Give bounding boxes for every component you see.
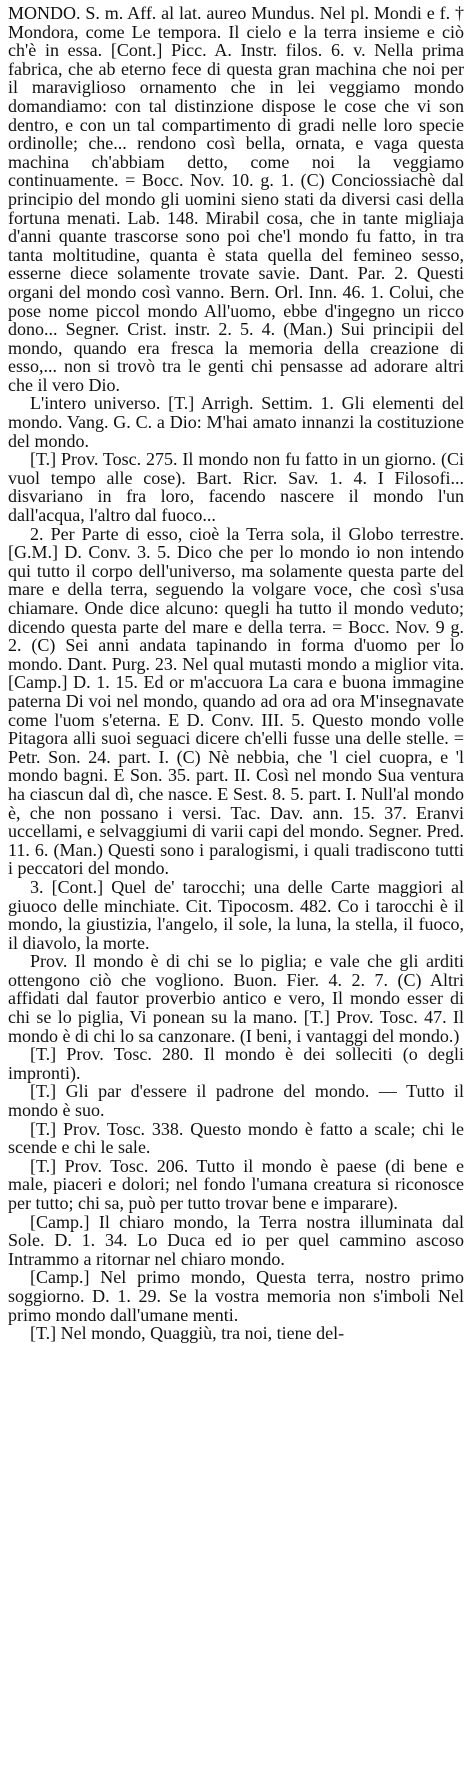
entry-paragraph-sense-2: 2. Per Parte di esso, cioè la Terra sola, il Globo terrestre. [G.M.] D. Conv. 3. 5. Dico che per lo mondo io non intendo qui tutto il corpo dell'universo, ma solamente questa parte del mare e della terra, seguendo la volgare voce, che così s'usa chiamare. Onde dice alcuno: quegli ha tutto il mondo veduto; dicendo questa parte del mare e della terra. = Bocc. Nov. 9 g. 2. (C) Sei anni andata tapinando in forma d'uomo per lo mondo. Dant. Purg. 23. Nel qual mutasti mondo a miglior vita. [Camp.] D. 1. 15. Ed or m'accuora La cara e buona immagine paterna Di voi nel mondo, quando ad ora ad ora M'insegnavate come l'uom s'eterna. E D. Conv. III. 5. Questo mondo volle Pitagora alli suoi seguaci dicere ch'elli fusse una delle stelle. = Petr. Son. 24. part. I. (C) Nè nebbia, che 'l ciel cuopra, e 'l mondo bagni. E Son. 35. part. II. Così nel mondo Sua ventura ha ciascun dal dì, che nasce. E Sest. 8. 5. part. I. Null'al mondo è, che non possano i versi. Tac. Dav. ann. 15. 37. Eranvi uccellami, e selvaggiumi di varii capi del mondo. Segner. Pred. 11. 6. (Man.) Questi sono i paralogismi, i quali tradiscono tutti i peccatori del mondo. bbox=[8, 523, 464, 879]
dictionary-entry bbox=[8, 4, 464, 1343]
entry-paragraph-proverb-280: [T.] Prov. Tosc. 280. Il mondo è dei solleciti (o degli impronti). bbox=[8, 1044, 464, 1083]
entry-paragraph-proverb-338: [T.] Prov. Tosc. 338. Questo mondo è fatto a scale; chi le scende e chi le sale. bbox=[8, 1118, 464, 1158]
entry-paragraph-proverb-206: [T.] Prov. Tosc. 206. Tutto il mondo è paese (di bene e male, piaceri e dolori; nel fondo l'umana creatura si riconosce per tutto; chi sa, può per tutto trovar bene e imparare). bbox=[8, 1155, 464, 1213]
entry-paragraph-padrone: [T.] Gli par d'essere il padrone del mondo. — Tutto il mondo è suo. bbox=[8, 1081, 464, 1121]
entry-paragraph-chiaro-mondo: [Camp.] Il chiaro mondo, la Terra nostra illuminata dal Sole. D. 1. 34. Lo Duca ed io per quel cammino ascoso Intrammo a ritornar nel chiaro mondo. bbox=[8, 1211, 464, 1269]
entry-paragraph-nel-mondo: [T.] Nel mondo, Quaggiù, tra noi, tiene del- bbox=[30, 1323, 345, 1344]
entry-paragraph-sense-3: 3. [Cont.] Quel de' tarocchi; una delle Carte maggiori al giuoco delle minchiate. Cit. Tipocosm. 482. Co i tarocchi è il mondo, la giustizia, l'angelo, il sole, la luna, la stella, il fuoco, il diavolo, la morte. bbox=[8, 876, 464, 953]
entry-paragraph-proverb-275: [T.] Prov. Tosc. 275. Il mondo non fu fatto in un giorno. (Ci vuol tempo alle cose). Bart. Ricr. Sav. 1. 4. I Filosofi... disvariano in fra loro, facendo nascere il mondo l'un dall'acqua, l'altro dal fuoco... bbox=[8, 449, 464, 526]
entry-paragraph-primo-mondo: [Camp.] Nel primo mondo, Questa terra, nostro primo soggiorno. D. 1. 29. Se la vostra memoria non s'imboli Nel primo mondo dall'umane menti. bbox=[8, 1267, 464, 1325]
entry-paragraph-proverb: Prov. Il mondo è di chi se lo piglia; e vale che gli arditi ottengono ciò che vogliono. Buon. Fier. 4. 2. 7. (C) Altri affidati dal fautor proverbio antico e vero, Il mondo esser di chi se lo piglia, Vi ponean su la mano. [T.] Prov. Tosc. 47. Il mondo è di chi lo sa canzonare. (I beni, i vantaggi del mondo.) bbox=[8, 951, 464, 1046]
entry-paragraph-definition: MONDO. S. m. Aff. al lat. aureo Mundus. Nel pl. Mondi e f. † Mondora, come Le tempora. Il cielo e la terra insieme e ciò ch'è in essa. [Cont.] Picc. A. Instr. filos. 6. v. Nella prima fabrica, che ab eterno fece di questa gran machina che noi per il maraviglioso ornamento che in lei veggiamo mondo domandiamo: con tal distinzione dispose le cose che vi son dentro, e con un tal compartimento di gradi nelle loro specie ordinolle; che... rendono così bella, ornata, e vaga questa machina ch'abbiam detto, come noi la veggiamo continuamente. = Bocc. Nov. 10. g. 1. (C) Conciossiachè dal principio del mondo gli uomini sieno stati da diversi casi della fortuna menati. Lab. 148. Mirabil cosa, che in tante migliaja d'anni quante trascorse sono poi che'l mondo fu fatto, in tra tanta moltitudine, quanta è stata quella del femineo sesso, esserne diece solamente trovate savie. Dant. Par. 2. Questi organi del mondo così vanno. Bern. Orl. Inn. 46. 1. Colui, che pose nome piccol mondo All'uomo, ebbe d'ingegno un ricco dono... Segner. Crist. instr. 2. 5. 4. (Man.) Sui principii del mondo, quando era fresca la memoria della creazione di esso,... non si trovò tra le genti chi pensasse ad adorare altri che il vero Dio. bbox=[8, 3, 464, 395]
entry-paragraph-universe: L'intero universo. [T.] Arrigh. Settim. 1. Gli elementi del mondo. Vang. G. C. a Dio: M'hai amato innanzi la costituzione del mondo. bbox=[8, 393, 464, 451]
